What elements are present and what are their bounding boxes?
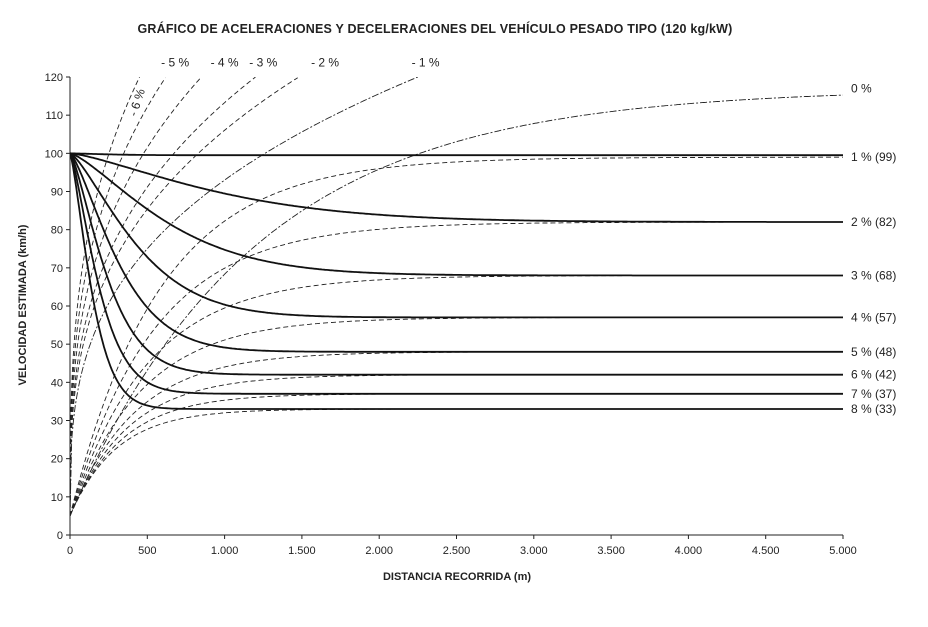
acceleration-curve (70, 352, 843, 516)
x-tick-label: 500 (138, 545, 157, 557)
y-axis-ticks (45, 72, 70, 542)
right-grade-label: 6 % (42) (851, 367, 897, 382)
acceleration-curve (70, 77, 201, 516)
acceleration-curve (70, 276, 843, 516)
deceleration-curves (70, 153, 843, 409)
x-tick-label: 0 (66, 545, 74, 557)
acceleration-curve (70, 95, 843, 516)
acceleration-curve (70, 394, 843, 516)
y-tick-label: 110 (45, 110, 63, 123)
right-grade-labels (851, 81, 896, 416)
x-tick-label: 4.500 (751, 545, 780, 557)
y-tick-label: 20 (50, 453, 63, 466)
acceleration-curve (70, 375, 843, 516)
acceleration-curve (70, 77, 140, 516)
top-grade-label: - 6 % (125, 86, 148, 118)
deceleration-curve (70, 153, 843, 409)
deceleration-curve (70, 153, 843, 351)
deceleration-curve (70, 153, 843, 222)
right-grade-label: 3 % (68) (851, 268, 897, 283)
top-grade-labels (126, 56, 440, 118)
x-axis-label: DISTANCIA RECORRIDA (m) (382, 571, 532, 583)
y-tick-label: 120 (44, 72, 63, 84)
y-tick-label: 80 (50, 224, 63, 237)
acceleration-curve (70, 318, 843, 516)
x-tick-label: 3.000 (520, 545, 548, 557)
y-tick-label: 40 (50, 377, 63, 390)
right-grade-label: 7 % (37) (851, 386, 897, 401)
x-tick-label: 1.000 (210, 545, 239, 557)
top-grade-label: - 1 % (411, 55, 440, 70)
right-grade-label: 2 % (82) (851, 215, 897, 230)
y-tick-label: 100 (44, 148, 63, 161)
acceleration-curve (70, 77, 418, 516)
y-tick-label: 60 (50, 301, 63, 313)
deceleration-curve (70, 153, 843, 155)
x-tick-label: 3.500 (597, 545, 625, 557)
chart-title: GRÁFICO DE ACELERACIONES Y DECELERACIONES DEL VEHÍCULO PESADO TIPO (120 kg/kW) (137, 22, 733, 36)
acceleration-curves (70, 77, 843, 516)
deceleration-curve (70, 153, 843, 275)
x-tick-label: 1.500 (288, 545, 316, 557)
y-tick-label: 30 (50, 415, 63, 428)
y-tick-label: 10 (50, 491, 63, 504)
y-tick-label: 70 (50, 262, 63, 275)
x-tick-label: 2.500 (442, 545, 471, 557)
x-tick-label: 4.000 (674, 545, 703, 557)
y-tick-label: 50 (50, 339, 63, 352)
axes (70, 77, 843, 535)
top-grade-label: - 3 % (249, 55, 278, 70)
axis-frame (70, 77, 843, 535)
top-grade-label: - 5 % (161, 55, 190, 70)
x-axis-ticks (67, 535, 857, 557)
acceleration-curve (70, 409, 843, 516)
top-grade-label: - 2 % (311, 55, 340, 70)
deceleration-curve (70, 153, 843, 317)
right-grade-label: 5 % (48) (851, 344, 897, 359)
y-tick-label: 90 (50, 186, 63, 199)
x-tick-label: 2.000 (365, 545, 393, 557)
deceleration-curve (70, 153, 843, 393)
right-grade-label: 8 % (33) (851, 402, 897, 417)
right-grade-label: 1 % (99) (851, 150, 897, 165)
acceleration-curve (70, 77, 256, 516)
y-tick-label: 0 (56, 530, 63, 542)
x-tick-label: 5.000 (829, 545, 857, 557)
right-grade-label: 0 % (851, 81, 872, 96)
y-axis-label: VELOCIDAD ESTIMADA (km/h) (17, 224, 29, 386)
deceleration-curve (70, 153, 843, 374)
right-grade-label: 4 % (57) (851, 310, 897, 325)
acceleration-curve (70, 78, 165, 516)
top-grade-label: - 4 % (210, 55, 239, 70)
